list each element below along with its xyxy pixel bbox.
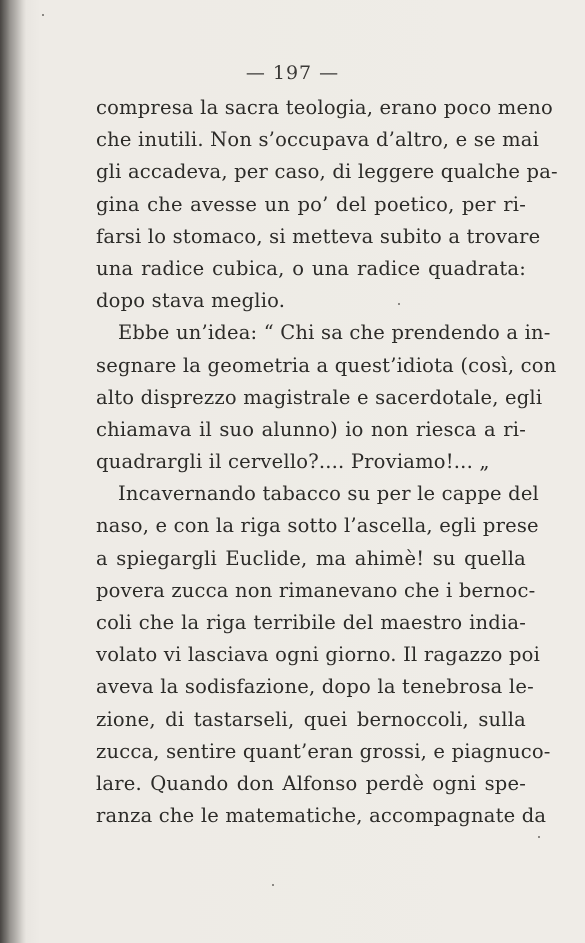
text-line: farsi lo stomaco, si metteva subito a trovare (96, 224, 541, 248)
text-line: gli accadeva, per caso, di leggere qualche pa- (96, 160, 558, 184)
page-number: — 197 — (245, 62, 340, 84)
text-line: segnare la geometria a quest’idiota (così, con (96, 353, 557, 377)
text-line: volato vi lasciava ogni giorno. Il ragazzo poi (96, 643, 541, 667)
text-line: Incavernando tabacco su per le cappe del (118, 482, 539, 506)
paper-speck (398, 303, 400, 305)
paper-speck (42, 14, 44, 16)
text-line: a spiegargli Euclide, ma ahimè! su quella (96, 546, 526, 570)
text-line: alto disprezzo magistrale e sacerdotale, egli (96, 385, 543, 409)
text-line: lare. Quando don Alfonso perdè ogni spe- (96, 771, 526, 795)
paper-speck (272, 884, 274, 886)
text-line: ranza che le matematiche, accompagnate da (96, 804, 547, 828)
text-line: aveva la sodisfazione, dopo la tenebrosa le- (96, 675, 534, 699)
text-line: che inutili. Non s’occupava d’altro, e se mai (96, 128, 540, 152)
binding-shadow (0, 0, 26, 943)
text-line: quadrargli il cervello?.... Proviamo!... „ (96, 450, 490, 474)
text-line: dopo stava meglio. (96, 289, 286, 313)
body-text (96, 92, 558, 832)
text-line: una radice cubica, o una radice quadrata: (96, 256, 526, 280)
text-line: zucca, sentire quant’eran grossi, e piagnuco- (96, 739, 551, 763)
text-line: coli che la riga terribile del maestro india- (96, 611, 526, 634)
text-line: compresa la sacra teologia, erano poco meno (96, 96, 553, 119)
text-line: zione, di tastarseli, quei bernoccoli, sulla (96, 707, 526, 731)
text-line: Ebbe un’idea: “ Chi sa che prendendo a in- (118, 321, 551, 345)
text-line: gina che avesse un po’ del poetico, per ri- (96, 192, 526, 216)
paper-speck (538, 836, 540, 838)
text-line: naso, e con la riga sotto l’ascella, egli prese (96, 514, 539, 538)
text-line: povera zucca non rimanevano che i bernoc- (96, 578, 536, 602)
text-line: chiamava il suo alunno) io non riesca a ri- (96, 417, 526, 441)
